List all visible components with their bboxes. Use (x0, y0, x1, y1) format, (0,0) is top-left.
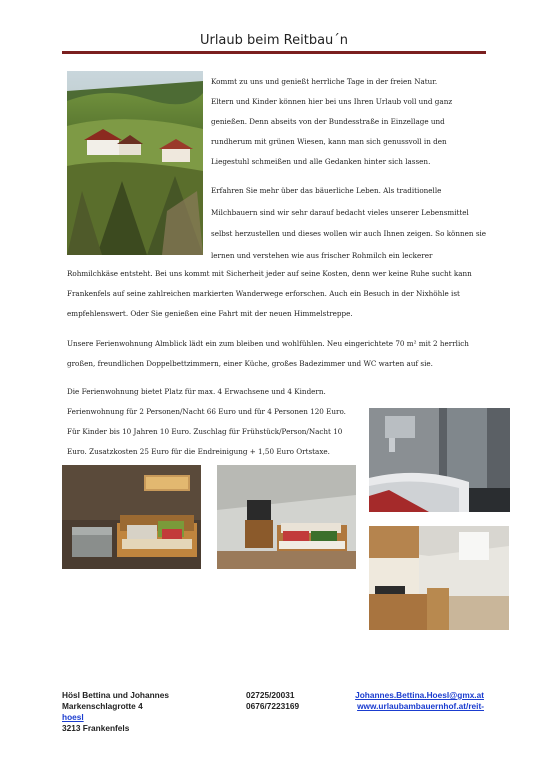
contact-street: Markenschlagrotte 4 (62, 701, 143, 711)
text-line: Erfahren Sie mehr über das bäuerliche Leben. Als traditionelle (211, 186, 442, 195)
text-line: empfehlenswert. Oder Sie genießen eine Fahrt mit der neuen Himmelstreppe. (67, 309, 353, 318)
text-line: Ferienwohnung für 2 Personen/Nacht 66 Euro und für 4 Personen 120 Euro. (67, 407, 346, 416)
website-link[interactable]: www.urlaubambauernhof.at/reit- (357, 701, 484, 711)
kitchen-photo (369, 526, 509, 630)
farm-text-full (67, 264, 472, 324)
text-line: Liegestuhl schmeißen und alle Gedanken hinter sich lassen. (211, 157, 431, 166)
text-line: Rohmilchkäse entsteht. Bei uns kommt mit Sicherheit jeder auf seine Kosten, denn wer keine Ruhe sucht kann (67, 269, 472, 278)
phone-mobile: 0676/7223169 (246, 701, 300, 711)
text-line: Euro. Zusatzkosten 25 Euro für die Endreinigung + 1,50 Euro Ortstaxe. (67, 447, 330, 456)
contact-phones (246, 690, 299, 712)
text-line: Die Ferienwohnung bietet Platz für max. 4 Erwachsene und 4 Kindern. (67, 387, 326, 396)
contact-names: Hösl Bettina und Johannes (62, 690, 169, 700)
bedroom-two-photo (217, 465, 356, 569)
website-link-continued[interactable]: hoesl (62, 712, 84, 722)
text-line: lernen und verstehen wie aus frischer Rohmilch ein leckerer (211, 250, 433, 260)
bedroom-one-photo (62, 465, 201, 569)
apartment-text (67, 334, 469, 374)
text-line: Unsere Ferienwohnung Almblick lädt ein zum bleiben und wohlfühlen. Neu eingerichtete 70 m² mit 2 herrlich (67, 339, 469, 348)
farm-text-side (211, 180, 486, 266)
price-text (67, 382, 346, 462)
intro-text (211, 72, 452, 172)
text-line: Kommt zu uns und genießt herrliche Tage in der freien Natur. (211, 77, 438, 86)
text-line: Milchbauern sind wir sehr darauf bedacht vieles unserer Lebensmittel (211, 207, 469, 217)
phone-landline: 02725/20031 (246, 690, 295, 700)
contact-online (338, 690, 484, 712)
contact-address (62, 690, 169, 734)
contact-city: 3213 Frankenfels (62, 723, 130, 733)
farm-landscape-photo (67, 71, 203, 255)
text-line: großen, freundlichen Doppelbettzimmern, einer Küche, großes Badezimmer und WC warten auf sie. (67, 359, 433, 368)
text-line: selbst herzustellen und dieses wollen wir auch Ihnen zeigen. So können sie (211, 229, 487, 238)
text-line: genießen. Denn abseits von der Bundesstraße in Einzellage und (211, 117, 445, 126)
text-line: Eltern und Kinder können hier bei uns Ihren Urlaub voll und ganz (211, 97, 453, 106)
text-line: rundherum mit grünen Wiesen, kann man sich genussvoll in den (211, 137, 447, 146)
text-line: Für Kinder bis 10 Jahren 10 Euro. Zuschlag für Frühstück/Person/Nacht 10 (67, 427, 343, 436)
page-title: Urlaub beim Reitbau´n (199, 33, 349, 48)
text-line: Frankenfels auf seine zahlreichen markierten Wanderwege erforschen. Auch ein Besuch in der Nixhöhle ist (67, 289, 460, 298)
title-divider (62, 51, 486, 54)
bathroom-photo (369, 408, 510, 512)
email-link[interactable]: Johannes.Bettina.Hoesl@gmx.at (355, 690, 484, 700)
